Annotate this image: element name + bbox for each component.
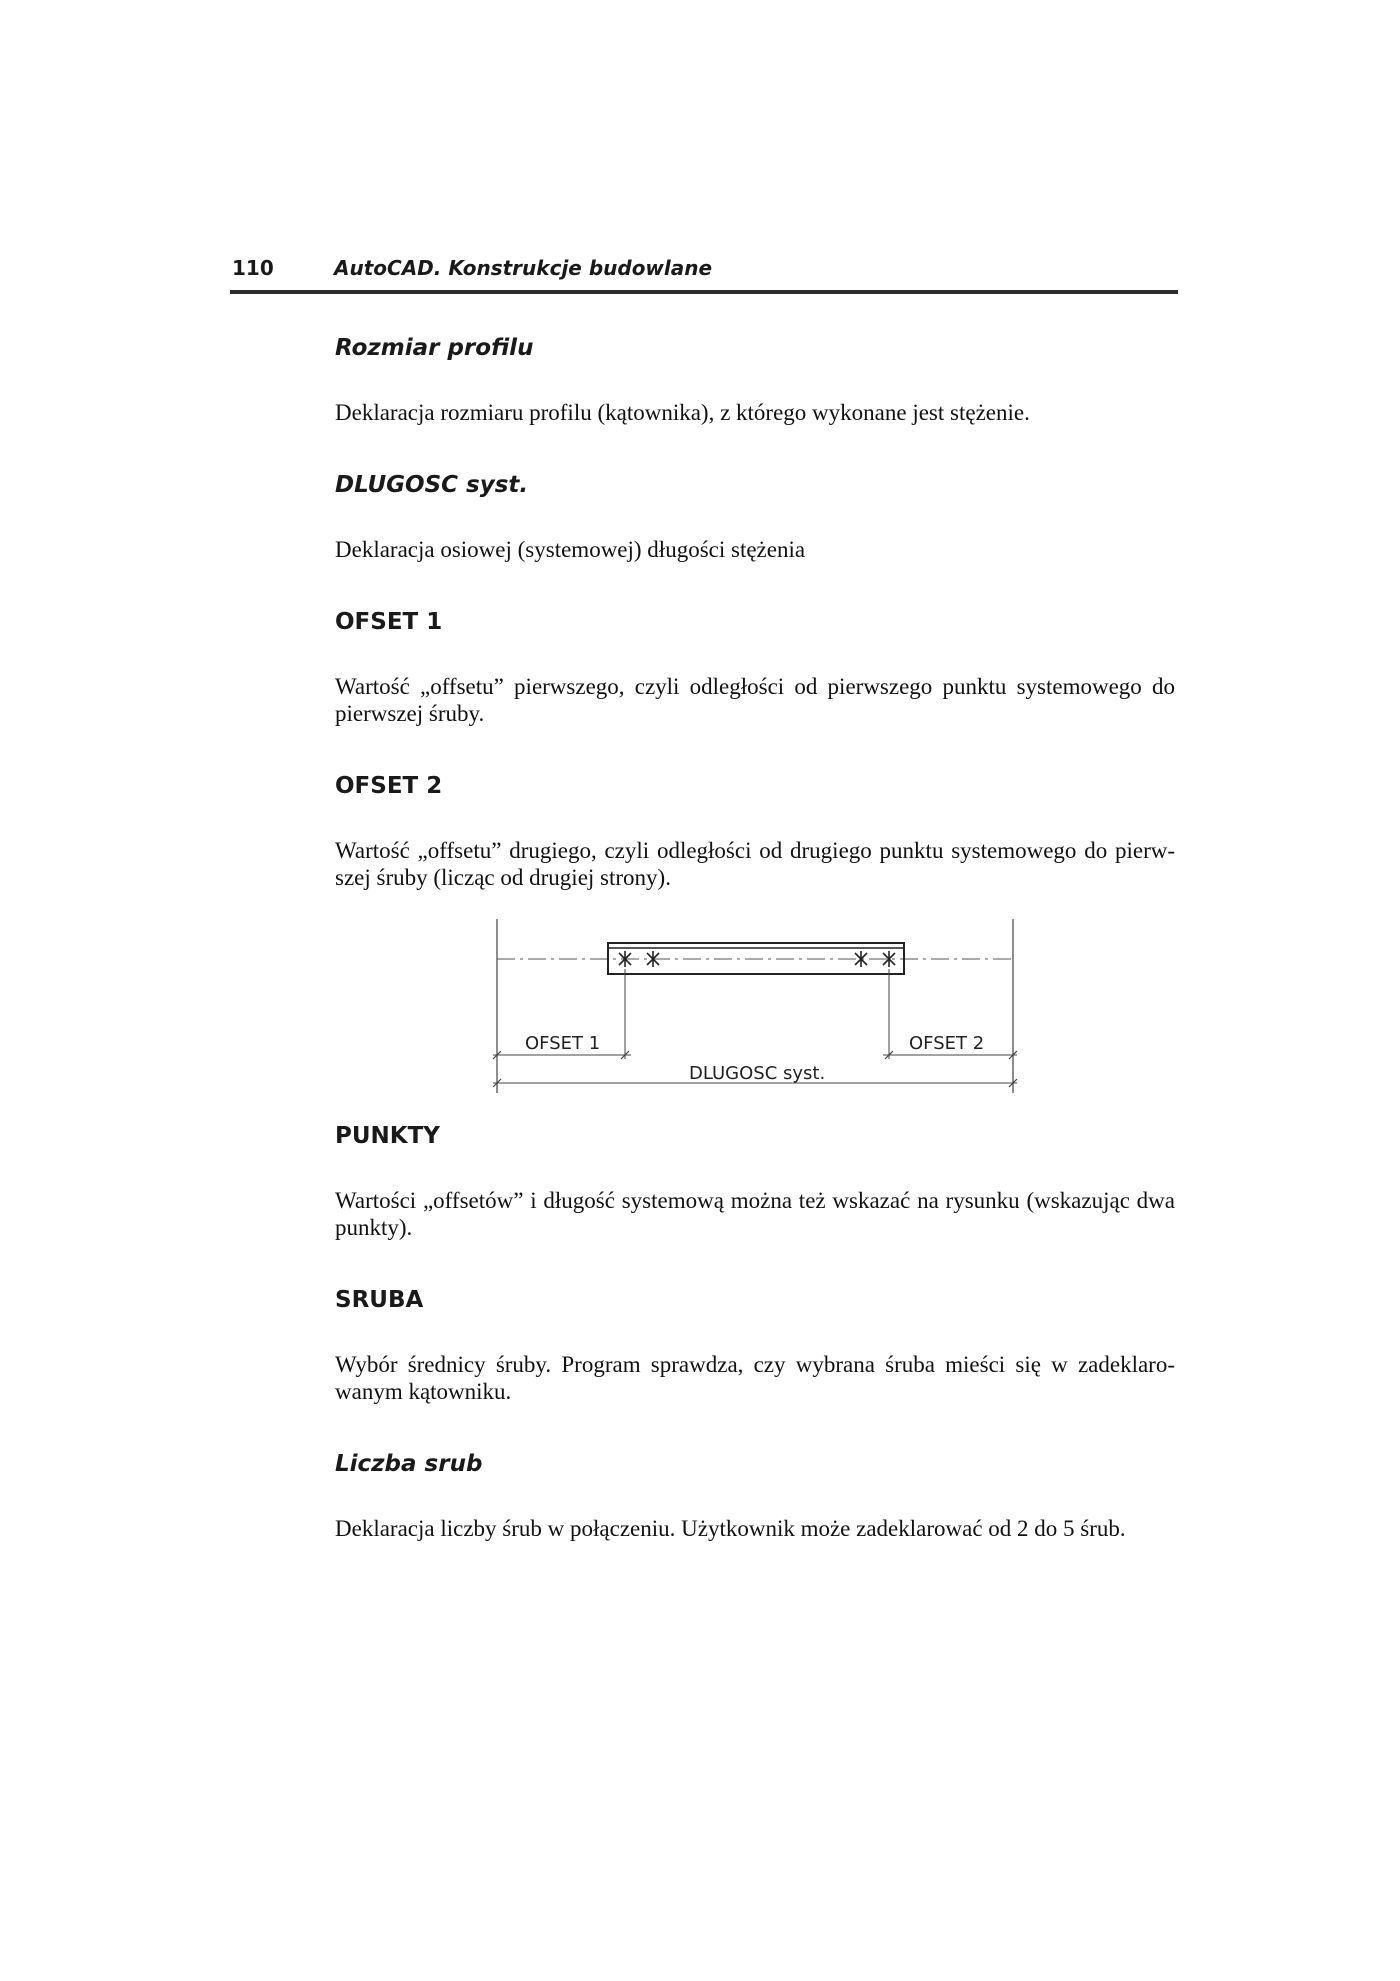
section-heading-profile-size: Rozmiar profilu — [335, 335, 534, 361]
section-text-system-length: Deklaracja osiowej (systemowej) długości stężenia — [335, 537, 806, 562]
section-heading-offset1: OFSET 1 — [335, 609, 443, 635]
section-text-bolt: Wybór średnicy śruby. Program sprawdza, czy wybrana śruba mieści się w zadeklaro-wanym kątowniku. — [335, 1352, 1175, 1404]
running-header — [230, 256, 1178, 294]
running-title: AutoCAD. Konstrukcje budowlane — [334, 256, 713, 280]
brace-diagram — [485, 913, 1025, 1098]
label-offset2: OFSET 2 — [909, 1033, 985, 1054]
section-heading-bolt: SRUBA — [335, 1287, 424, 1313]
label-system-length: DLUGOSC syst. — [689, 1063, 826, 1084]
section-heading-system-length: DLUGOSC syst. — [335, 472, 529, 498]
section-heading-offset2: OFSET 2 — [335, 773, 443, 799]
section-text-profile-size: Deklaracja rozmiaru profilu (kątownika), z którego wykonane jest stężenie. — [335, 400, 1030, 425]
bolt-right-1 — [855, 951, 867, 967]
section-text-offset1: Wartość „offsetu” pierwszego, czyli odległości od pierwszego punktu systemowego do pierwszej śruby. — [335, 674, 1175, 726]
label-offset1: OFSET 1 — [525, 1033, 601, 1054]
brace-diagram-svg — [485, 913, 1025, 1098]
page-number: 110 — [232, 256, 274, 280]
section-text-bolt-count: Deklaracja liczby śrub w połączeniu. Użytkownik może zadeklarować od 2 do 5 śrub. — [335, 1516, 1126, 1541]
section-heading-points: PUNKTY — [335, 1123, 440, 1149]
section-text-offset2: Wartość „offsetu” drugiego, czyli odległości od drugiego punktu systemowego do pierw-szej śruby (licząc od drugiej strony). — [335, 838, 1175, 890]
section-text-points: Wartości „offsetów” i długość systemową można też wskazać na rysunku (wskazując dwa punkty). — [335, 1188, 1175, 1240]
section-heading-bolt-count: Liczba srub — [335, 1451, 483, 1477]
